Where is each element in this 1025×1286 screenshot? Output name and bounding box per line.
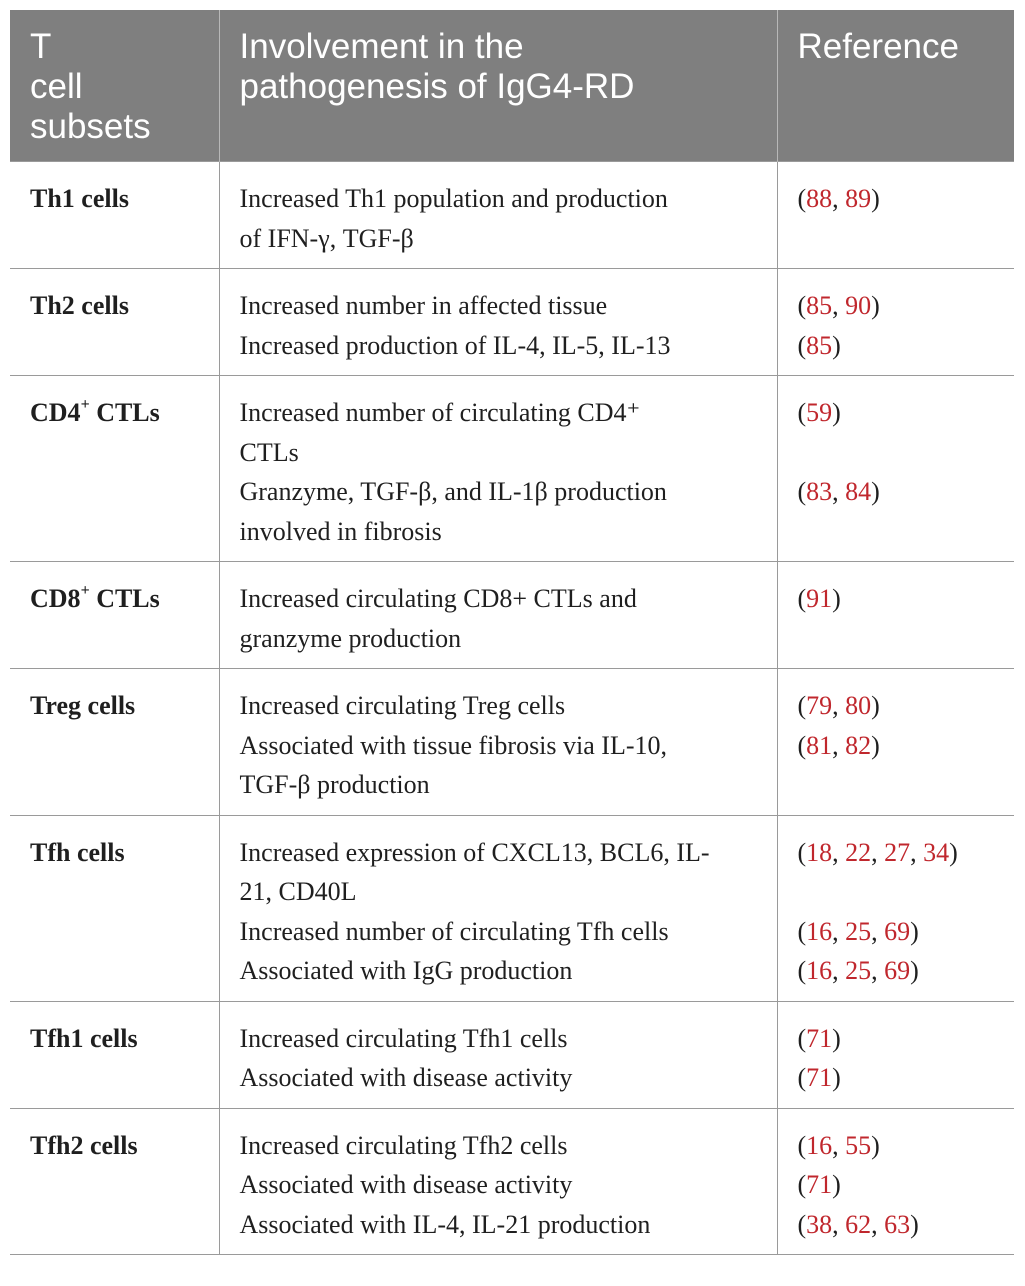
table-container xyxy=(10,10,1014,1255)
subset-label: Tfh2 cells xyxy=(30,1130,138,1160)
reference-link[interactable]: 63 xyxy=(884,1209,911,1239)
table-row xyxy=(10,815,1014,1001)
reference-link[interactable]: 25 xyxy=(845,956,872,985)
table-header xyxy=(10,10,1014,162)
reference-group: (16, 25, 69) xyxy=(797,916,919,946)
reference-group: (18, 22, 27, 34) xyxy=(797,837,958,867)
subset-suffix: CTLs xyxy=(89,584,160,613)
reference-link[interactable]: 62 xyxy=(845,1209,872,1239)
reference-link[interactable]: 80 xyxy=(845,691,872,720)
header-line: subsets xyxy=(30,107,151,146)
reference-link[interactable]: 83 xyxy=(806,477,833,506)
table-body xyxy=(10,162,1014,1255)
table-row xyxy=(10,162,1014,269)
cell-subset-name xyxy=(10,376,219,562)
involvement-line: Associated with tissue fibrosis via IL-10, xyxy=(239,730,667,760)
involvement-line: Increased circulating CD8+ CTLs and xyxy=(239,584,637,613)
header-line: cell xyxy=(30,67,83,106)
reference-group: (59) xyxy=(797,398,841,427)
cell-reference xyxy=(777,815,1014,1001)
involvement-line: CTLs xyxy=(239,437,299,467)
reference-link[interactable]: 71 xyxy=(806,1063,833,1092)
subset-label: CD4 xyxy=(30,398,81,427)
cell-subset-name xyxy=(10,1001,219,1108)
reference-link[interactable]: 18 xyxy=(806,837,833,867)
reference-link[interactable]: 69 xyxy=(884,916,911,946)
cell-involvement xyxy=(219,1108,777,1255)
involvement-line: involved in fibrosis xyxy=(239,516,442,546)
cell-reference xyxy=(777,669,1014,816)
involvement-line: Increased number of circulating CD4⁺ xyxy=(239,398,641,427)
header-t-cell-subsets xyxy=(10,10,219,162)
subset-suffix: CTLs xyxy=(89,398,160,427)
subset-superscript: + xyxy=(80,396,90,414)
reference-group: (71) xyxy=(797,1063,841,1092)
subset-label: Tfh1 cells xyxy=(30,1023,138,1053)
cell-subset-name xyxy=(10,815,219,1001)
involvement-line: Associated with disease activity xyxy=(239,1063,573,1092)
cell-reference xyxy=(777,1001,1014,1108)
subset-label: CD8 xyxy=(30,584,81,613)
cell-involvement xyxy=(219,1001,777,1108)
cell-subset-name xyxy=(10,562,219,669)
table-row xyxy=(10,1001,1014,1108)
involvement-line: Granzyme, TGF-β, and IL-1β production xyxy=(239,477,667,506)
t-cell-subsets-table xyxy=(10,10,1014,1255)
involvement-line: Associated with disease activity xyxy=(239,1170,573,1199)
involvement-line: granzyme production xyxy=(239,623,462,653)
reference-link[interactable]: 85 xyxy=(806,330,833,360)
involvement-line: 21, CD40L xyxy=(239,877,357,906)
reference-group: (71) xyxy=(797,1023,841,1053)
reference-link[interactable]: 84 xyxy=(845,477,872,506)
cell-involvement xyxy=(219,562,777,669)
reference-link[interactable]: 34 xyxy=(923,837,950,867)
reference-link[interactable]: 38 xyxy=(806,1209,833,1239)
cell-reference xyxy=(777,269,1014,376)
reference-link[interactable]: 27 xyxy=(884,837,911,867)
involvement-line: Associated with IgG production xyxy=(239,956,573,985)
reference-link[interactable]: 16 xyxy=(806,1130,833,1160)
table-row xyxy=(10,562,1014,669)
reference-link[interactable]: 82 xyxy=(845,730,872,760)
subset-label: Tfh cells xyxy=(30,837,125,867)
involvement-line: Increased number of circulating Tfh cells xyxy=(239,916,669,946)
cell-subset-name xyxy=(10,669,219,816)
table-row xyxy=(10,269,1014,376)
reference-group: (91) xyxy=(797,584,841,613)
cell-reference xyxy=(777,1108,1014,1255)
cell-subset-name xyxy=(10,269,219,376)
cell-involvement xyxy=(219,669,777,816)
involvement-line: Increased circulating Tfh2 cells xyxy=(239,1130,568,1160)
reference-link[interactable]: 71 xyxy=(806,1170,833,1199)
cell-reference xyxy=(777,562,1014,669)
involvement-line: Associated with IL-4, IL-21 production xyxy=(239,1209,651,1239)
involvement-line: Increased number in affected tissue xyxy=(239,291,608,320)
involvement-line: of IFN-γ, TGF-β xyxy=(239,223,414,253)
reference-link[interactable]: 16 xyxy=(806,956,833,985)
header-line: T xyxy=(30,27,52,66)
reference-group: (16, 55) xyxy=(797,1130,880,1160)
subset-label: Treg cells xyxy=(30,691,136,720)
involvement-line: TGF-β production xyxy=(239,770,430,799)
subset-label: Th2 cells xyxy=(30,291,129,320)
cell-involvement xyxy=(219,162,777,269)
header-line: Involvement in the xyxy=(239,27,524,66)
reference-group: (38, 62, 63) xyxy=(797,1209,919,1239)
involvement-line: Increased Th1 population and production xyxy=(239,184,668,213)
header-line: pathogenesis of IgG4-RD xyxy=(239,67,635,106)
subset-label: Th1 cells xyxy=(30,184,129,213)
table-row xyxy=(10,376,1014,562)
table-row xyxy=(10,1108,1014,1255)
reference-link[interactable]: 90 xyxy=(845,291,872,320)
cell-reference xyxy=(777,162,1014,269)
cell-subset-name xyxy=(10,1108,219,1255)
reference-link[interactable]: 69 xyxy=(884,956,911,985)
table-row xyxy=(10,669,1014,816)
cell-reference xyxy=(777,376,1014,562)
reference-group: (79, 80) xyxy=(797,691,880,720)
reference-link[interactable]: 16 xyxy=(806,916,833,946)
reference-link[interactable]: 55 xyxy=(845,1130,872,1160)
reference-link[interactable]: 59 xyxy=(806,398,833,427)
reference-group: (88, 89) xyxy=(797,184,880,213)
reference-group: (85, 90) xyxy=(797,291,880,320)
header-reference xyxy=(777,10,1014,162)
reference-link[interactable]: 25 xyxy=(845,916,872,946)
cell-subset-name xyxy=(10,162,219,269)
reference-link[interactable]: 22 xyxy=(845,837,872,867)
cell-involvement xyxy=(219,376,777,562)
reference-link[interactable]: 91 xyxy=(806,584,833,613)
involvement-line: Increased circulating Treg cells xyxy=(239,691,566,720)
reference-group: (71) xyxy=(797,1170,841,1199)
reference-link[interactable]: 79 xyxy=(806,691,833,720)
header-line: Reference xyxy=(797,27,959,66)
involvement-line: Increased expression of CXCL13, BCL6, IL- xyxy=(239,837,710,867)
reference-link[interactable]: 88 xyxy=(806,184,833,213)
cell-involvement xyxy=(219,815,777,1001)
subset-superscript: + xyxy=(80,582,90,600)
involvement-line: Increased circulating Tfh1 cells xyxy=(239,1023,568,1053)
reference-link[interactable]: 85 xyxy=(806,291,833,320)
reference-link[interactable]: 89 xyxy=(845,184,872,213)
header-involvement xyxy=(219,10,777,162)
reference-group: (83, 84) xyxy=(797,477,880,506)
reference-link[interactable]: 81 xyxy=(806,730,833,760)
reference-group: (16, 25, 69) xyxy=(797,956,919,985)
reference-group: (81, 82) xyxy=(797,730,880,760)
cell-involvement xyxy=(219,269,777,376)
involvement-line: Increased production of IL-4, IL-5, IL-13 xyxy=(239,330,671,360)
reference-link[interactable]: 71 xyxy=(806,1023,833,1053)
header-row xyxy=(10,10,1014,162)
reference-group: (85) xyxy=(797,330,841,360)
